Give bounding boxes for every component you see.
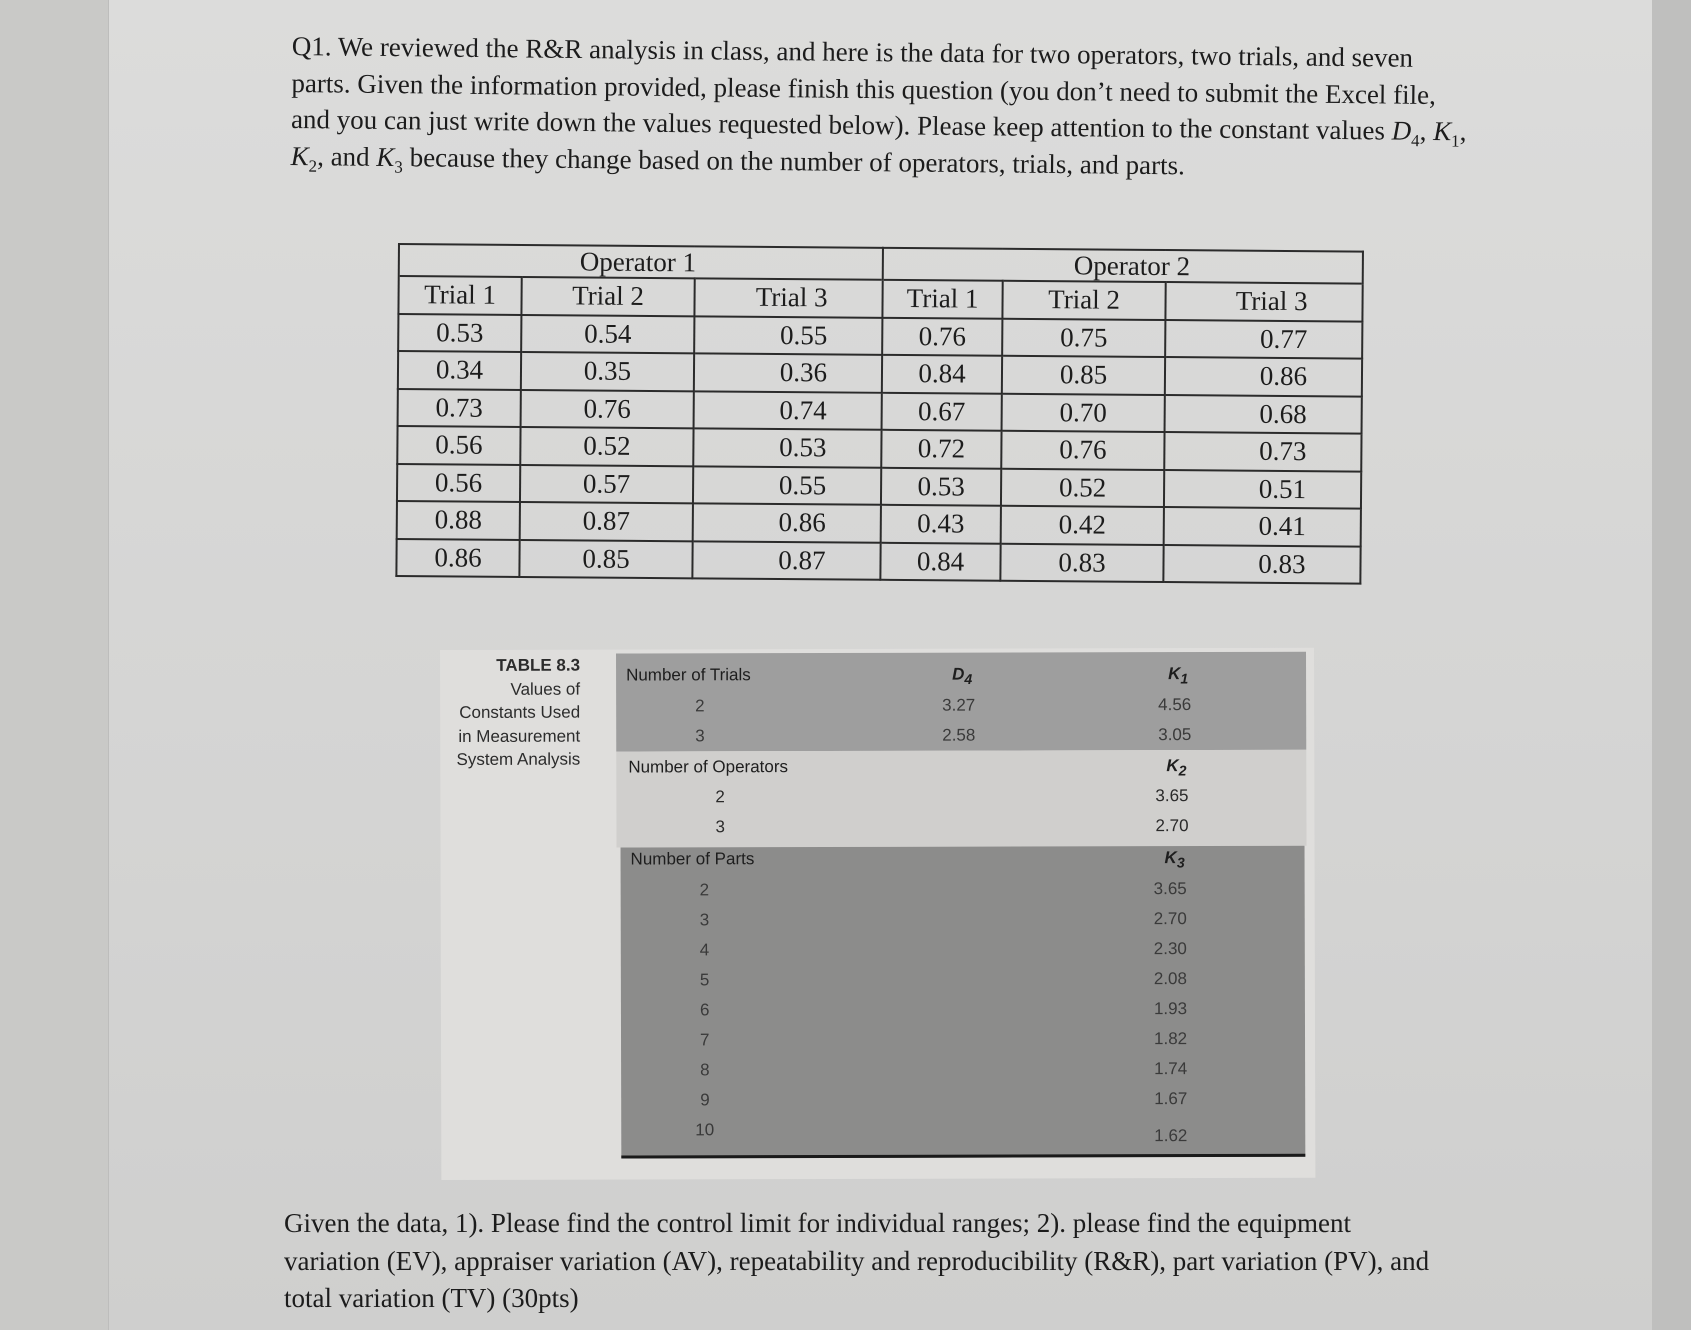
constant-d4: D [1391, 115, 1412, 146]
k2-value: 3.65 [1155, 786, 1189, 806]
caption-title: TABLE 8.3 [496, 655, 581, 675]
k1-value: 3.05 [1158, 725, 1192, 745]
table-cell: 0.75 [1002, 318, 1165, 357]
table-row [396, 538, 1360, 583]
k3-value: 2.08 [1153, 969, 1187, 989]
table-cell: 0.43 [881, 505, 1001, 543]
table-cell: 0.41 [1164, 507, 1361, 546]
table-cell: 0.87 [520, 502, 693, 541]
table-cell: 0.87 [692, 541, 880, 580]
constant-k3: K [376, 141, 395, 172]
k1-value: 4.56 [1158, 695, 1192, 715]
table-cell: 0.34 [398, 351, 521, 389]
k3-value: 2.30 [1153, 939, 1187, 959]
operator-2-header: Operator 2 [883, 248, 1363, 284]
table-cell: 0.56 [397, 464, 520, 502]
d4-column-header: $D_4$ [952, 664, 973, 689]
caption-line: System Analysis [456, 749, 581, 769]
table-cell: 0.83 [1000, 543, 1163, 582]
page-edge [1652, 0, 1691, 1330]
measurement-data-table [395, 243, 1364, 585]
table-cell: 0.83 [1163, 545, 1360, 584]
trial-header: Trial 1 [398, 276, 521, 314]
table-cell: 0.53 [398, 314, 521, 352]
caption-line: Values of [510, 679, 581, 699]
trial-header: Trial 1 [882, 280, 1002, 318]
table-cell: 0.52 [1001, 468, 1164, 507]
table-cell: 0.57 [520, 464, 693, 503]
question-outro: because they change based on the number of operators, trials, and parts. [402, 141, 1186, 180]
parts-count: 2 [699, 880, 710, 900]
table-cell: 0.35 [521, 352, 694, 391]
table-cell: 0.85 [519, 539, 692, 578]
table-cell: 0.53 [693, 428, 881, 467]
constants-table-caption [440, 654, 580, 772]
k3-value: 2.70 [1153, 909, 1187, 929]
table-cell: 0.86 [1165, 357, 1362, 396]
table-cell: 0.68 [1165, 395, 1362, 434]
trial-header: Trial 3 [1165, 282, 1362, 321]
k3-value: 1.67 [1154, 1089, 1188, 1109]
question-text: Q1. We reviewed the R&R analysis in class, and here is the data for two operators, two trials, and seven parts. Given the information provided, please finish this question (you don’t need to submit the Excel file, and you can just write down the values requested below). Please keep attention to the constant values $D_4$, $K_1$, $K_2$, and $K_3$ because they change based on the number of operators, trials, and parts. [290, 30, 1467, 180]
trial-header: Trial 3 [694, 278, 882, 317]
table-cell: 0.84 [880, 542, 1000, 580]
caption-line: in Measurement [458, 726, 581, 746]
table-cell: 0.86 [396, 538, 519, 576]
caption-line: Constants Used [459, 702, 581, 722]
table-cell: 0.36 [694, 353, 882, 392]
parts-count: 7 [699, 1030, 710, 1050]
k2-value: 2.70 [1155, 816, 1189, 836]
constants-table-figure [440, 648, 1315, 1180]
constant-k2: K [290, 140, 309, 171]
table-cell: 0.55 [693, 466, 881, 505]
k3-value: 1.62 [1154, 1126, 1188, 1146]
k3-value: 3.65 [1153, 879, 1187, 899]
table-cell: 0.88 [397, 501, 520, 539]
parts-count: 3 [699, 910, 710, 930]
table-cell: 0.73 [1164, 432, 1361, 471]
question-intro: Q1. We reviewed the R&R analysis in class, and here is the data for two operators, two trials, and seven parts. Given the information provided, please finish this question (you don’t need to submit the Excel file, and you can just write down the values requested below). Please keep attention to the constant values [290, 30, 1437, 146]
table-cell: 0.70 [1002, 393, 1165, 432]
parts-count: 10 [695, 1120, 715, 1140]
constant-k1: K [1433, 115, 1452, 147]
table-cell: 0.76 [1001, 431, 1164, 470]
trials-header: Number of Trials [626, 665, 751, 685]
k1-column-header: $K_1$ [1168, 664, 1189, 688]
operators-count: 3 [715, 817, 725, 837]
table-cell: 0.51 [1164, 470, 1361, 509]
trial-header: Trial 2 [1002, 281, 1165, 320]
table-cell: 0.56 [397, 426, 520, 464]
k3-value: 1.74 [1154, 1059, 1188, 1079]
d4-value: 3.27 [942, 695, 976, 715]
table-cell: 0.74 [694, 391, 882, 430]
table-cell: 0.84 [882, 355, 1002, 393]
table-cell: 0.54 [521, 314, 694, 353]
table-cell: 0.85 [1002, 356, 1165, 395]
table-cell: 0.42 [1001, 506, 1164, 545]
k3-column-header: $K_3$ [1164, 848, 1185, 872]
table-cell: 0.53 [881, 467, 1001, 505]
k2-column-header: $K_2$ [1166, 756, 1187, 780]
k3-value: 1.82 [1153, 1029, 1188, 1049]
table-cell: 0.86 [693, 503, 881, 542]
table-cell: 0.73 [398, 389, 521, 427]
parts-count: 9 [700, 1090, 710, 1110]
operators-count: 2 [715, 787, 725, 807]
operators-header: Number of Operators [628, 757, 789, 777]
table-cell: 0.67 [882, 392, 1002, 430]
trials-count: 3 [695, 726, 705, 746]
k3-value: 1.93 [1153, 999, 1188, 1019]
table-cell: 0.76 [882, 317, 1002, 355]
parts-header: Number of Parts [630, 849, 755, 869]
table-cell: 0.77 [1165, 320, 1362, 359]
table-cell: 0.55 [694, 316, 882, 355]
parts-count: 6 [699, 1000, 710, 1020]
parts-count: 5 [699, 970, 710, 990]
parts-count: 4 [699, 940, 710, 960]
trials-count: 2 [695, 696, 705, 716]
table-cell: 0.72 [881, 430, 1001, 468]
operator-1-header: Operator 1 [399, 244, 883, 280]
followup-question: Given the data, 1). Please find the control limit for individual ranges; 2). please find the equipment variation (EV), appraiser variation (AV), repeatability and reproducibility (R&R), part variation (PV), and total variation (TV) (30pts) [284, 1208, 1430, 1313]
trial-header: Trial 2 [521, 277, 694, 316]
parts-band [621, 846, 1306, 1159]
parts-count: 8 [700, 1060, 710, 1080]
d4-value: 2.58 [942, 725, 976, 745]
table-cell: 0.76 [521, 389, 694, 428]
table-cell: 0.52 [520, 427, 693, 466]
